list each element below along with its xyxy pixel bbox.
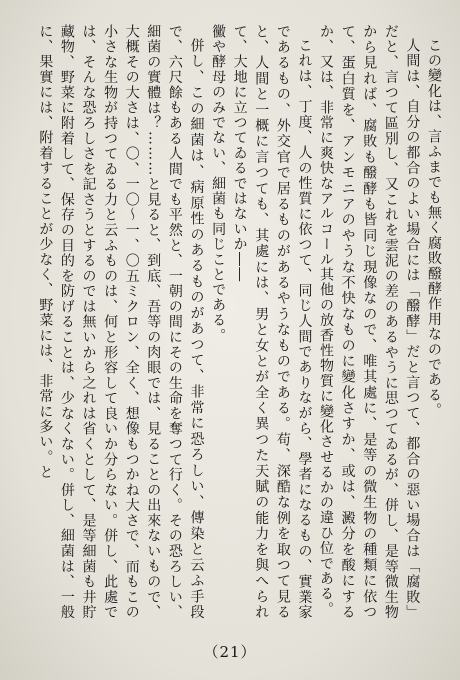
paragraph: 黴や酵母のみでない、細菌も同じことである。 (210, 24, 227, 344)
page-number: （21） (203, 643, 257, 661)
body-text (20, 24, 444, 620)
paragraph: 人間は、自分の都合のよい場合には「醱酵」だと言つて、都合の惡い場合は「腐敗」だと、言つて區別し、又これを雲泥の差のあるやうに思つてゐるが、併し、是等微生物から見れば、腐敗も醱酵も皆同じ現像なので、唯其處に、是等の微生物の種類に依つて、蛋白質を、アンモニアのやうな不快なものに變化さすか、或は、澱分を酸にするか、又は、非常に爽快なアルコール其他の放香性物質に變化させるかの違ひ位である。 (318, 24, 421, 620)
paragraph: 併し、この細菌は、病原性のあるものがあつて、非常に恐ろしい、傳染と云ふ手段で、六尺餘もある人間でも平然と、一朝の間にその生命を奪つて行く。その恐ろしい、細菌の實體は？………と見ると、到底、吾等の肉眼では、見ることの出來ないもので、大概その大さは、〇、一〇～一、〇五ミクロン、全く、想像もつかね大さで、而もこの小さな生物が持つてゐる力と云ふものは、何と形容して良いか分らない。併し、此處では、そんな恐ろしさを記さうとするのでは無いから之れは省くとして、是等細菌も井貯藏物、野菜に附着して、保存の目的を防げることは、少なくない。併し、細菌は、一般に、果實には、附着することが少なく、野菜には、非常に多い。と (37, 24, 205, 620)
paragraph: この變化は、言ふまでも無く腐敗醱酵作用なのである。 (426, 38, 442, 418)
paragraph: これは、丁度、人の性質に依つて、同じ人間でありながら、學者になるもの、實業家であるもの、外交官で居るものがあるやうなものである。苟、深酷な例を取つて見ると、人間と一概に言つても、其處には、男と女とが全く異つた天賦の能力を與へられて、大地に立つてゐるではないか―― (231, 24, 313, 620)
